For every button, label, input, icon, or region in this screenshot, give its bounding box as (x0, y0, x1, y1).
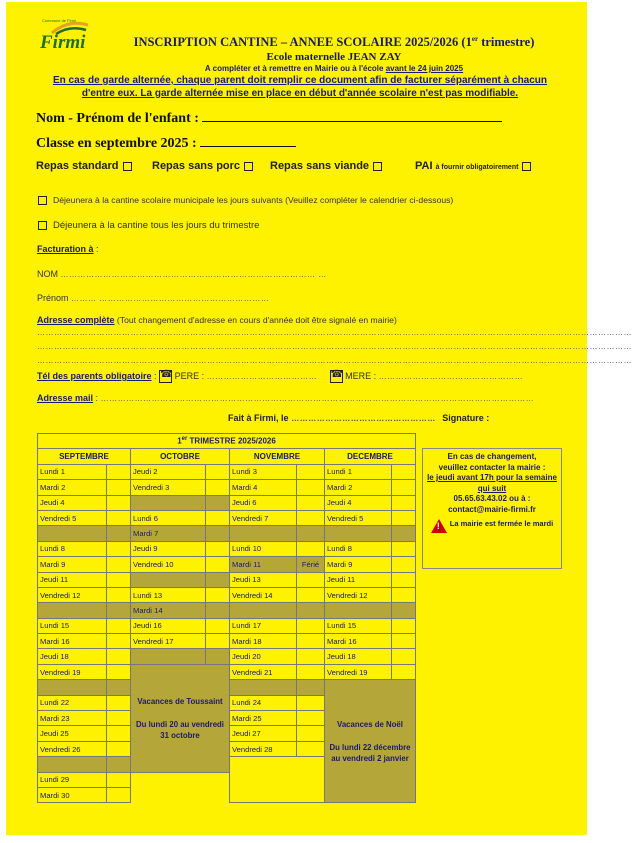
day-cell (131, 572, 206, 587)
day-cell: Jeudi 9 (131, 541, 206, 556)
day-cell: Jeudi 18 (325, 649, 392, 664)
meal-standard-checkbox[interactable] (123, 162, 132, 171)
registration-form-page (6, 2, 632, 835)
instructions: A compléter et à remettre en Mairie ou à l'école avant le 24 juin 2025 (204, 64, 464, 73)
day-checkbox-cell[interactable] (206, 557, 230, 572)
day-cell (230, 680, 297, 695)
day-checkbox-cell[interactable] (206, 618, 230, 633)
day-cell (131, 649, 206, 664)
day-cell (230, 526, 297, 541)
firmi-logo (36, 18, 98, 58)
day-cell: Lundi 3 (230, 464, 297, 479)
toussaint-holiday-block: Vacances de Toussaint Du lundi 20 au vendredi 31 octobre (131, 664, 230, 772)
day-cell: Vendredi 12 (325, 587, 392, 602)
day-checkbox-cell[interactable] (297, 695, 325, 710)
day-checkbox-cell[interactable] (107, 480, 131, 495)
day-checkbox-cell[interactable] (392, 541, 416, 556)
email-field[interactable]: ……………………………………………………………………………………………………………………………………… (100, 394, 535, 403)
day-checkbox-cell[interactable] (297, 664, 325, 679)
option-specific-days-row: Déjeunera à la cantine scolaire municipale les jours suivants (Veuillez compléter le calendrier ci-dessous) (38, 195, 453, 206)
table-row (38, 649, 416, 664)
day-cell: Mardi 2 (38, 480, 107, 495)
month-header: DECEMBRE (325, 449, 416, 464)
change-info-box: En cas de changement, veuillez contacter la mairie : le jeudi avant 17h pour la semaine qui suit 05.65.63.43.02 ou à : contact@mairie-firmi.fr ! La mairie est fermée le mardi (422, 448, 562, 569)
day-cell: Vendredi 26 (38, 741, 107, 756)
day-cell: Lundi 1 (38, 464, 107, 479)
child-name-row (36, 111, 502, 127)
day-checkbox-cell[interactable] (206, 603, 230, 618)
day-checkbox-cell[interactable] (206, 526, 230, 541)
prenom-label: Prénom (37, 293, 69, 303)
day-cell: Vendredi 12 (38, 587, 107, 602)
day-cell (38, 757, 107, 772)
specific-days-checkbox[interactable] (38, 196, 47, 205)
day-cell (38, 526, 107, 541)
day-checkbox-cell[interactable] (297, 572, 325, 587)
empty-cell (297, 603, 325, 618)
table-row (38, 572, 416, 587)
warning-icon: ! (431, 519, 447, 533)
table-row (38, 603, 416, 618)
day-cell (131, 495, 206, 510)
day-checkbox-cell[interactable] (107, 495, 131, 510)
meal-no-pork-checkbox[interactable] (244, 162, 253, 171)
meal-standard-option: Repas standard (36, 160, 132, 172)
day-cell: Vendredi 5 (38, 510, 107, 525)
day-checkbox-cell[interactable] (297, 541, 325, 556)
day-cell: Jeudi 11 (325, 572, 392, 587)
meal-no-pork-option: Repas sans porc (152, 160, 253, 172)
day-checkbox-cell[interactable] (392, 649, 416, 664)
table-row (38, 587, 416, 602)
day-checkbox-cell[interactable] (392, 480, 416, 495)
day-checkbox-cell[interactable] (297, 618, 325, 633)
billing-nom-row (37, 269, 327, 279)
empty-cell (107, 526, 131, 541)
day-cell: Lundi 29 (38, 772, 107, 787)
day-checkbox-cell[interactable] (392, 495, 416, 510)
day-checkbox-cell[interactable] (107, 664, 131, 679)
pai-checkbox[interactable] (522, 162, 531, 171)
day-checkbox-cell[interactable] (297, 634, 325, 649)
class-field[interactable] (200, 146, 296, 147)
day-cell: Mardi 11 (230, 557, 297, 572)
day-checkbox-cell[interactable] (297, 464, 325, 479)
day-checkbox-cell[interactable] (107, 772, 131, 787)
day-cell: Jeudi 18 (38, 649, 107, 664)
school-name: Ecole maternelle JEAN ZAY (266, 51, 402, 63)
day-checkbox-cell[interactable] (392, 618, 416, 633)
day-checkbox-cell[interactable] (297, 741, 325, 756)
empty-cell (230, 757, 325, 803)
table-row (38, 464, 416, 479)
day-cell: Jeudi 13 (230, 572, 297, 587)
page-title: INSCRIPTION CANTINE – ANNEE SCOLAIRE 2025/2026 (1er trimestre) (133, 35, 535, 50)
empty-cell (206, 495, 230, 510)
day-checkbox-cell[interactable] (107, 726, 131, 741)
table-row (38, 664, 416, 679)
christmas-holiday-block: Vacances de Noël Du lundi 22 décembre au vendredi 2 janvier (325, 680, 416, 803)
phone-icon (159, 370, 172, 383)
father-phone-field[interactable]: ………………………………… (206, 371, 318, 381)
child-name-field[interactable] (202, 121, 502, 122)
day-checkbox-cell[interactable] (107, 634, 131, 649)
day-checkbox-cell[interactable] (392, 464, 416, 479)
empty-cell (206, 572, 230, 587)
day-cell: Lundi 13 (131, 587, 206, 602)
day-cell: Vendredi 21 (230, 664, 297, 679)
day-cell: Vendredi 19 (38, 664, 107, 679)
day-cell: Mardi 4 (230, 480, 297, 495)
day-cell: Lundi 8 (38, 541, 107, 556)
address-line-3[interactable]: ………………………………………………………………………………………………………………………………………………………………………………………… (37, 356, 632, 365)
day-checkbox-cell[interactable] (107, 587, 131, 602)
day-cell: Vendredi 14 (230, 587, 297, 602)
table-row (38, 526, 416, 541)
day-cell: Jeudi 2 (131, 464, 206, 479)
email-row: Adresse mail : ……………………………………………………………………………………………………………………………………… (37, 393, 535, 403)
day-cell: Mardi 30 (38, 787, 107, 802)
holiday-label: Férié (297, 557, 325, 572)
day-cell: Lundi 1 (325, 464, 392, 479)
day-checkbox-cell[interactable] (107, 541, 131, 556)
day-checkbox-cell[interactable] (392, 634, 416, 649)
table-row (38, 557, 416, 572)
day-checkbox-cell[interactable] (297, 711, 325, 726)
day-checkbox-cell[interactable] (297, 649, 325, 664)
day-checkbox-cell[interactable] (392, 572, 416, 587)
day-checkbox-cell[interactable] (297, 495, 325, 510)
day-cell: Lundi 17 (230, 618, 297, 633)
day-checkbox-cell[interactable] (392, 510, 416, 525)
day-checkbox-cell[interactable] (392, 587, 416, 602)
day-checkbox-cell[interactable] (206, 480, 230, 495)
day-cell: Mardi 16 (325, 634, 392, 649)
day-checkbox-cell[interactable] (107, 572, 131, 587)
day-checkbox-cell[interactable] (107, 557, 131, 572)
day-cell (230, 603, 297, 618)
empty-cell (107, 757, 131, 772)
day-cell: Lundi 15 (325, 618, 392, 633)
day-cell: Lundi 8 (325, 541, 392, 556)
mother-phone-field[interactable]: …………………………………………… (378, 371, 524, 381)
day-checkbox-cell[interactable] (297, 587, 325, 602)
day-cell: Lundi 22 (38, 695, 107, 710)
day-cell: Vendredi 5 (325, 510, 392, 525)
day-cell: Vendredi 7 (230, 510, 297, 525)
day-cell: Mardi 9 (38, 557, 107, 572)
table-row (38, 510, 416, 525)
day-cell (325, 603, 392, 618)
day-cell: Mardi 25 (230, 711, 297, 726)
address-line-2[interactable]: ………………………………………………………………………………………………………………………………………………………………………………………… (37, 342, 632, 351)
day-cell: Jeudi 6 (230, 495, 297, 510)
class-row (36, 136, 296, 152)
nom-label: NOM (37, 269, 58, 279)
month-header: SEPTEMBRE (38, 449, 131, 464)
table-row (38, 480, 416, 495)
day-checkbox-cell[interactable] (297, 480, 325, 495)
day-cell: Vendredi 19 (325, 664, 392, 679)
alternating-custody-notice: En cas de garde alternée, chaque parent doit remplir ce document afin de facturer séparément à chacun d'entre eux. La garde alternée mise en place en début d'année scolaire n'est pas modifiable. (52, 75, 548, 99)
option-all-days-row: Déjeunera à la cantine tous les jours du trimestre (38, 220, 259, 231)
day-checkbox-cell[interactable] (107, 695, 131, 710)
day-cell: Mardi 2 (325, 480, 392, 495)
day-checkbox-cell[interactable] (297, 726, 325, 741)
day-cell: Lundi 10 (230, 541, 297, 556)
day-checkbox-cell[interactable] (107, 510, 131, 525)
empty-cell (206, 649, 230, 664)
calendar-table (37, 433, 416, 803)
day-cell (38, 603, 107, 618)
calendar-title: 1er TRIMESTRE 2025/2026 (38, 434, 416, 449)
day-cell: Mardi 18 (230, 634, 297, 649)
day-checkbox-cell[interactable] (107, 741, 131, 756)
day-cell (38, 680, 107, 695)
meal-no-meat-option: Repas sans viande (270, 160, 382, 172)
day-cell: Jeudi 4 (325, 495, 392, 510)
day-checkbox-cell[interactable] (392, 664, 416, 679)
day-cell: Vendredi 3 (131, 480, 206, 495)
day-checkbox-cell[interactable] (107, 711, 131, 726)
warning-row (423, 519, 561, 533)
table-row (38, 618, 416, 633)
child-name-label: Nom - Prénom de l'enfant : (36, 111, 199, 126)
day-cell: Jeudi 4 (38, 495, 107, 510)
day-checkbox-cell[interactable] (297, 510, 325, 525)
empty-cell (107, 680, 131, 695)
day-checkbox-cell[interactable] (206, 464, 230, 479)
day-cell: Vendredi 10 (131, 557, 206, 572)
day-checkbox-cell[interactable] (206, 634, 230, 649)
logo-caption: Commune de Firmi (42, 18, 77, 23)
day-cell: Mardi 23 (38, 711, 107, 726)
day-checkbox-cell[interactable] (107, 649, 131, 664)
day-checkbox-cell[interactable] (107, 464, 131, 479)
day-cell: Jeudi 25 (38, 726, 107, 741)
day-cell: Mardi 14 (131, 603, 206, 618)
day-checkbox-cell[interactable] (206, 587, 230, 602)
day-cell: Mardi 9 (325, 557, 392, 572)
day-cell: Lundi 24 (230, 695, 297, 710)
nom-field[interactable]: ……………………………………………………………………………… … (60, 270, 327, 279)
day-cell: Jeudi 20 (230, 649, 297, 664)
address-line-1[interactable]: ………………………………………………………………………………………………………………………………………………………………………………………… (37, 328, 632, 337)
day-cell: Jeudi 27 (230, 726, 297, 741)
day-checkbox-cell[interactable] (392, 557, 416, 572)
warning-text: La mairie est fermée le mardi (449, 519, 554, 528)
empty-cell (107, 603, 131, 618)
day-cell: Mardi 7 (131, 526, 206, 541)
table-row (38, 541, 416, 556)
meal-no-meat-checkbox[interactable] (373, 162, 382, 171)
day-checkbox-cell[interactable] (107, 618, 131, 633)
day-cell: Jeudi 16 (131, 618, 206, 633)
day-checkbox-cell[interactable] (107, 787, 131, 802)
day-cell: Vendredi 17 (131, 634, 206, 649)
phone-icon (330, 370, 343, 383)
parent-phone-row: Tél des parents obligatoire : ☎ PERE : ………………………………… ☎ MERE : …………………………………………… (37, 370, 567, 383)
table-row (38, 634, 416, 649)
address-row: Adresse complète (Tout changement d'adresse en cours d'année doit être signalé en mairie) (37, 315, 397, 325)
day-cell: Vendredi 28 (230, 741, 297, 756)
month-header: OCTOBRE (131, 449, 230, 464)
billing-label: Facturation à : (37, 244, 99, 254)
day-cell: Lundi 6 (131, 510, 206, 525)
pai-option: PAI à fournir obligatoirement (415, 160, 531, 172)
billing-prenom-row (37, 293, 269, 303)
signature-row: Fait à Firmi, le …………………………………………… Signature : (228, 413, 490, 423)
day-checkbox-cell[interactable] (206, 541, 230, 556)
empty-cell (297, 680, 325, 695)
date-field[interactable]: …………………………………………… (288, 414, 436, 423)
logo-text: Firmi (40, 32, 86, 53)
day-checkbox-cell[interactable] (206, 510, 230, 525)
class-label: Classe en septembre 2025 : (36, 136, 197, 151)
empty-cell (297, 526, 325, 541)
day-cell: Jeudi 11 (38, 572, 107, 587)
empty-cell (392, 603, 416, 618)
empty-cell (392, 526, 416, 541)
month-header: NOVEMBRE (230, 449, 325, 464)
day-cell (325, 526, 392, 541)
all-days-checkbox[interactable] (38, 221, 47, 230)
day-cell: Lundi 15 (38, 618, 107, 633)
table-row (38, 495, 416, 510)
day-cell: Mardi 16 (38, 634, 107, 649)
prenom-field[interactable]: ……… …………………………………………………… (71, 294, 270, 303)
